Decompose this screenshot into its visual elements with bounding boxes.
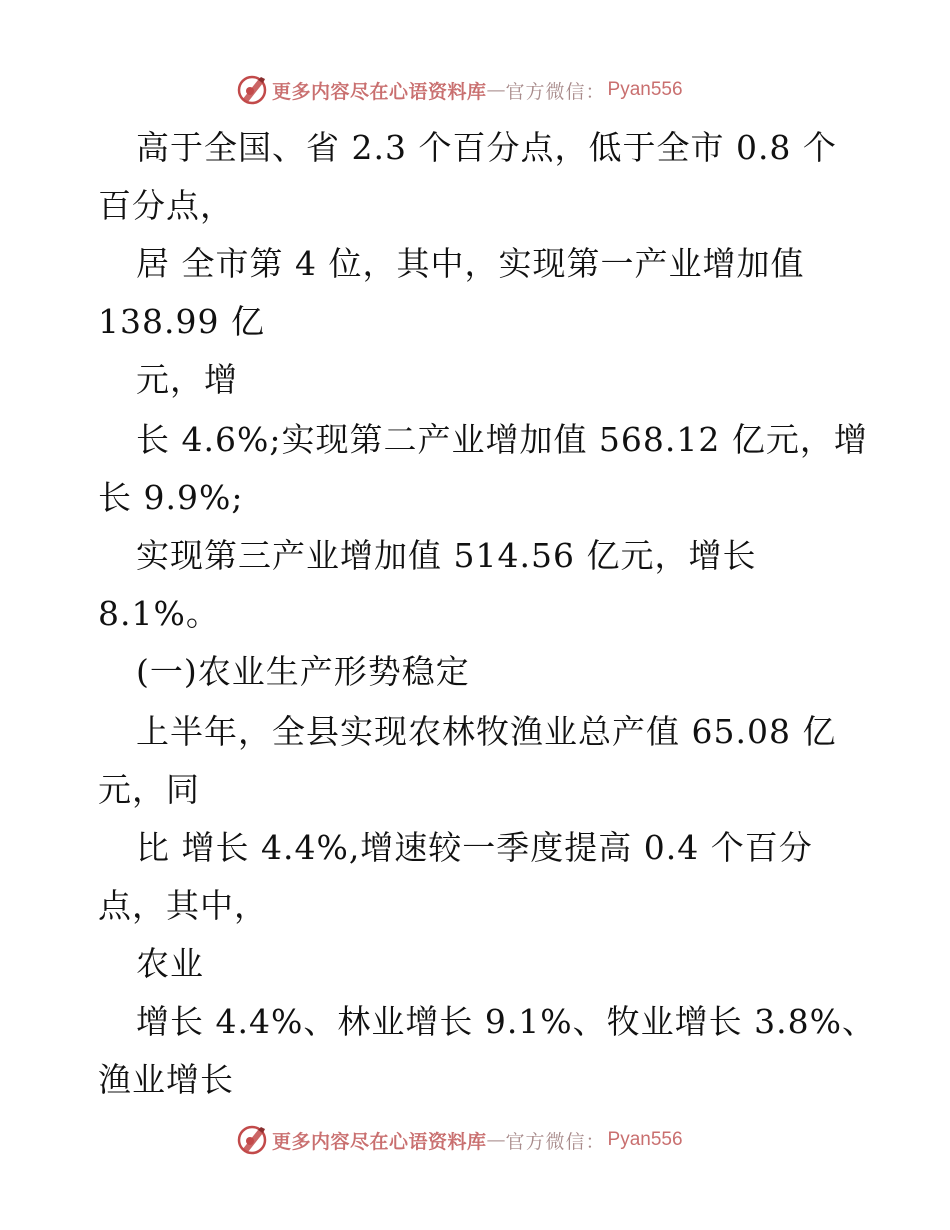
banner-label: 官方微信： [505,80,606,103]
banner-wechat-id: Pyan556 [607,79,683,100]
body-line: 长 4.6%;实现第二产业增加值 568.12 亿元，增 [136,420,868,459]
body-line: 农业 [136,944,204,983]
body-line: 长 9.9%; [98,478,244,517]
body-line: 点，其中， [98,886,268,925]
body-line: 比 增长 4.4%,增速较一季度提高 0.4 个百分 [136,828,813,867]
banner-separator: — [486,1129,506,1151]
body-line: 元，同 [98,770,200,809]
banner-wechat-id: Pyan556 [607,1129,683,1150]
body-line: 百分点， [98,186,234,225]
pen-logo-icon [236,74,268,106]
banner-slogan: 更多内容尽在心语资料库 [272,1130,487,1153]
body-line: 上半年，全县实现农林牧渔业总产值 65.08 亿 [136,712,837,751]
body-line: 增长 4.4%、林业增长 9.1%、牧业增长 3.8%、 [136,1002,876,1041]
section-heading: (一)农业生产形势稳定 [136,652,470,691]
body-line: 居 全市第 4 位，其中，实现第一产业增加值 [136,244,805,283]
header-banner [236,73,683,107]
banner-separator: — [486,79,506,101]
banner-slogan: 更多内容尽在心语资料库 [272,80,487,103]
body-line: 实现第三产业增加值 514.56 亿元，增长 [136,536,757,575]
body-line: 渔业增长 [98,1060,234,1099]
footer-banner [236,1123,683,1157]
body-line: 8.1%。 [98,594,220,633]
pen-logo-icon [236,1124,268,1156]
body-line: 高于全国、省 2.3 个百分点，低于全市 0.8 个 [136,128,837,167]
banner-label: 官方微信： [505,1130,606,1153]
body-line: 138.99 亿 [98,302,265,341]
body-line: 元，增 [136,360,238,399]
